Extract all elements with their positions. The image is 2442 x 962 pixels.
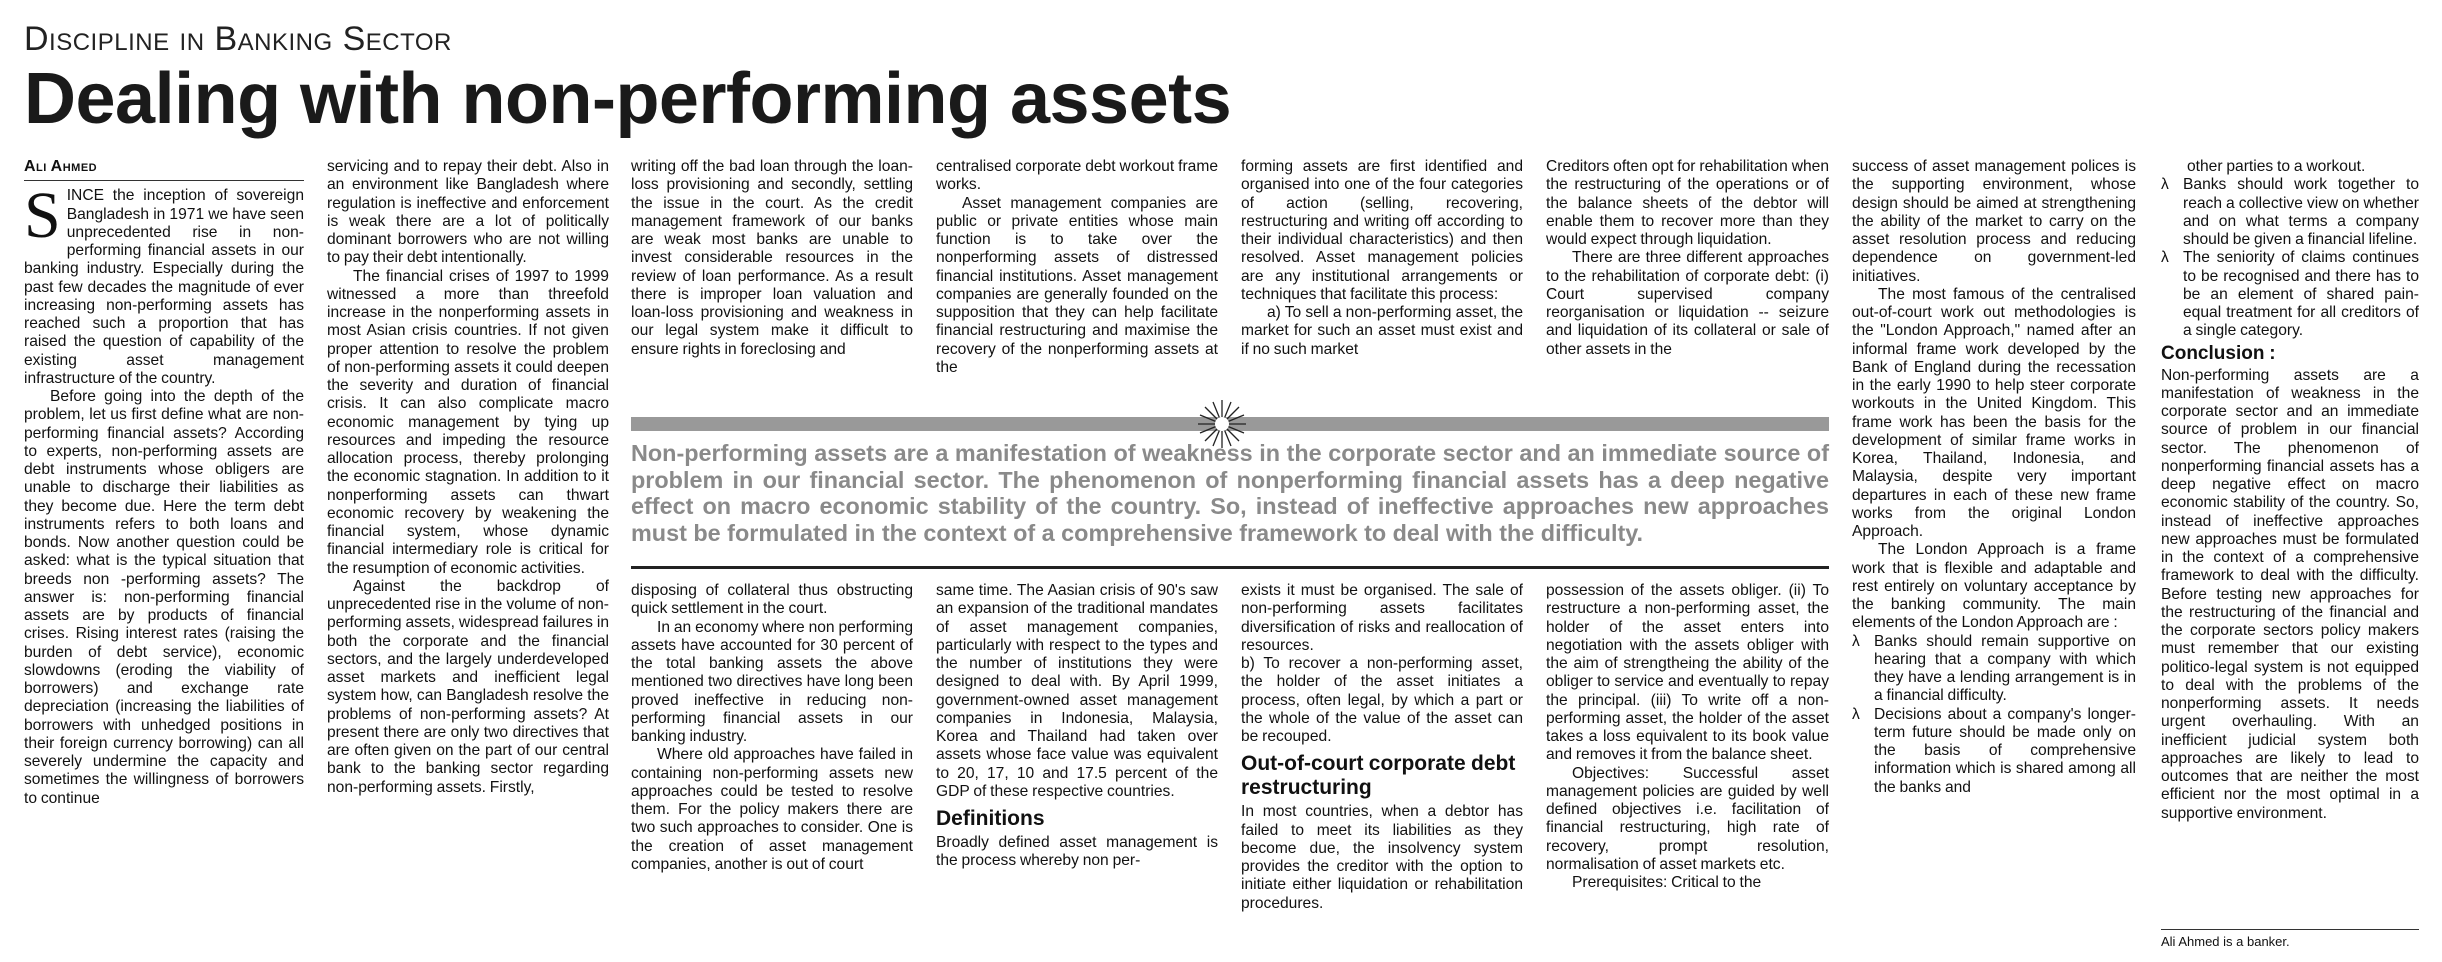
column-6-bottom [1546,582,1829,892]
column-2 [327,158,609,797]
subheading-conclusion: Conclusion : [2161,342,2276,364]
column-4-top [936,158,1218,377]
paragraph: exists it must be organised. The sale of non-performing assets facilitates diversification of risks and reallocation of resources. [1241,582,1523,654]
paragraph: Objectives: Successful asset management policies are guided by well defined objectives i.e. facilitation of financial restructuring, high rate of recovery, prompt resolution, normalisation of asset markets etc. [1546,764,1829,873]
bullet-icon: λ [2161,249,2169,267]
paragraph: Against the backdrop of unprecedented rise in the volume of non-performing assets, widespread failures in both the corporate and the financial sectors, and the largely underdeveloped asset markets and inefficient legal system how, can Bangladesh resolve the problems of non-performing assets? At present there are only two directives that are often given on the part of our central bank to the banking sector regarding non-performing assets. Firstly, [327,577,609,796]
paragraph: In most countries, when a debtor has failed to meet its liabilities as they become due, the insolvency system provides the creditor with the option to initiate either liquidation or rehabilitation procedures. [1241,803,1523,912]
list-item [1852,633,2136,706]
footnote-rule [2161,929,2419,930]
paragraph: same time. The Aasian crisis of 90's saw an expansion of the traditional mandates of asset management companies, particularly with respect to the types and the number of institutions they were designed to deal with. By April 1999, government-owned asset management companies in Indonesia, Malaysia, Korea and Thailand had taken over assets whose face value was equivalent to 20, 17, 10 and 17.5 percent of the GDP of these respective countries. [936,582,1218,800]
paragraph: Prerequisites: Critical to the [1572,874,1762,891]
subheading-out-of-court: Out-of-court corporate debt restructuring [1241,752,1516,800]
drop-cap: S [24,179,61,253]
column-3-top [631,158,913,359]
column-5-top [1241,158,1523,359]
paragraph: Where old approaches have failed in containing non-performing assets new approaches could be tested to resolve them. For the policy makers there are two such approaches to consider. One is the creation of asset management companies, another is out of court [631,746,913,873]
paragraph: Asset management companies are public or private entities whose main function is to take over the nonperforming assets of distressed financial institutions. Asset management companies are generally founded on the supposition that they can help facilitate financial restructuring and maximise the recovery of the nonperforming assets at the [936,194,1218,376]
paragraph [24,179,304,388]
pull-quote: Non-performing assets are a manifestation of weakness in the corporate sector and an immediate source of problem in our financial sector. The phenomenon of nonperforming financial assets has a deep negative effect on macro economic stability of the country. So, instead of ineffective approaches new approaches must be formulated in the context of a comprehensive framework to deal with the difficulty. [631,440,1829,546]
list-item-text: Banks should work together to reach a collective view on whether and on what terms a company should be given a financial lifeline. [2183,176,2419,248]
bullet-icon: λ [1852,705,1860,723]
paragraph: In an economy where non performing assets have accounted for 30 percent of the total banking assets the above mentioned two directives have long been proved ineffective in reducing non-performing financial assets in our banking industry. [631,618,913,745]
subheading-definitions: Definitions [936,807,1045,830]
paragraph: The London Approach is a frame work that is flexible and adaptable and rest entirely on voluntary acceptance by the banking community. The main elements of the London Approach are : [1852,541,2136,632]
list-item [2161,249,2419,340]
paragraph: Non-performing assets are a manifestation of weakness in the corporate sector and an immediate source of problem in our financial sector. The phenomenon of nonperforming financial assets has a deep negative effect on macro economic stability of the country. So, instead of ineffective approaches new approaches must be formulated in the context of a comprehensive framework to deal with the difficulty. Before testing new approaches for the restructuring of the financial and the corporate sectors policy makers must remember that our existing politico-legal system is not equipped to deal with the problems of the nonperforming assets. It needs urgent overhauling. With an inefficient judicial system both approaches are likely to lead to outcomes that are neither the most efficient nor the most optimal in a supportive environment. [2161,366,2419,822]
column-4-bottom [936,582,1218,871]
author-footnote: Ali Ahmed is a banker. [2161,934,2290,949]
paragraph: writing off the bad loan through the loan-loss provisioning and secondly, settling the issue in the court. As the credit management framework of our banks are weak most banks are unable to invest considerable resources in the review of loan performance. As a result there is improper loan valuation and loan-loss provisioning and weakness in our legal system make it difficult to ensure rights in foreclosing and [631,158,913,358]
column-6-top [1546,158,1829,359]
section-kicker: Discipline in Banking Sector [24,20,452,58]
paragraph: a) To sell a non-performing asset, the market for such an asset must exist and if no such market [1241,304,1523,358]
bullet-icon: λ [2161,176,2169,194]
paragraph: Broadly defined asset management is the process whereby non per- [936,834,1218,870]
column-5-bottom [1241,582,1523,913]
paragraph: other parties to a workout. [2187,158,2366,175]
article-headline: Dealing with non-performing assets [24,59,1232,139]
pullquote-bottom-rule [631,566,1829,569]
paragraph-text: INCE the inception of sovereign Bangladesh in 1971 we have seen unprecedented rise in non-performing financial assets in our banking industry. Especially during the past few decades the magnitude of ever increasing non-performing assets has reached such a proportion that has raised the question of capability of the existing asset management infrastructure of the country. [24,187,304,387]
paragraph: disposing of collateral thus obstructing quick settlement in the court. [631,582,913,618]
paragraph: The most famous of the centralised out-of-court work out methodologies is the "London Approach," named after an informal frame work developed by the Bank of England during the recessation in the early 1990 to help steer corporate workouts in the United Kingdom. This frame work has been the basis for the development of similar frame works in Korea, Thailand, Indonesia, and Malaysia, despite very important departures in each of these new frame works from the original London Approach. [1852,285,2136,540]
paragraph: possession of the assets obliger. (ii) To restructure a non-performing asset, the holder of the asset enters into negotiation with the assets obliger with the aim of strengtheing the ability of the obliger to service and eventually to repay the principal. (iii) To write off a non-performing asset, the holder of the asset takes a loss equivalent to its book value and removes it from the balance sheet. [1546,582,1829,764]
column-1 [24,158,304,808]
list-item-text: Banks should remain supportive on hearing that a company with which they have a lending arrangement is in a financial difficulty. [1874,632,2136,705]
paragraph: Creditors often opt for rehabilitation when the restructuring of the operations or of the balance sheets of the debtor will enable them to recover more than they would expect through liquidation. [1546,158,1829,248]
paragraph: forming assets are first identified and organised into one of the four categories of action (selling, recovering, restructuring and writing off according to their individual characteristics) and then resolved. Asset management policies are any institutional arrangements or techniques that facilitate this process: [1241,158,1523,303]
paragraph: The financial crises of 1997 to 1999 witnessed a more than threefold increase in the nonperforming assets in most Asian crisis countries. If not given proper attention to resolve the problem of non-performing assets it could deepen the severity and duration of financial crisis. It can also complicate macro economic management by tying up resources and impeding the resource allocation process, thereby prolonging the economic stagnation. In addition to it nonperforming assets can thwart economic recovery by weakening the financial system, whose dynamic financial intermediary role is critical for the resumption of economic activities. [327,267,609,577]
paragraph: success of asset management polices is the supporting environment, whose design should be aimed at strengthening the ability of the market to carry on the asset resolution process and reducing dependence on government-led initiatives. [1852,158,2136,285]
paragraph: centralised corporate debt workout frame works. [936,158,1218,194]
column-3-bottom [631,582,913,874]
paragraph: servicing and to repay their debt. Also in an environment like Bangladesh where regulation is ineffective and enforcement is weak there are a lot of politically dominant borrowers who are not willing to pay their debt intentionally. [327,158,609,267]
paragraph: There are three different approaches to the rehabilitation of corporate debt: (i) Court supervised company reorganisation or liquidation -- seizure and liquidation of its collateral or sale of other assets in the [1546,249,1829,358]
list-item [2161,176,2419,249]
paragraph: Before going into the depth of the problem, let us first define what are non-performing financial assets? According to experts, non-performing assets are debt instruments whose obligers are unable to discharge their liabilities as they become due. Here the term debt instruments refers to both loans and bonds. Now another question could be asked: what is the typical situation that breeds non -performing assets? The answer is: non-performing financial assets are by products of financial crises. Rising interest rates (raising the burden of debt service), economic slowdowns (eroding the viability of borrowers) and exchange rate depreciation (increasing the liabilities of borrowers with unhedged positions in their foreign currency borrowing) can all severely undermine the capacity and sometimes the willingness of borrowers to continue [24,388,304,807]
paragraph: b) To recover a non-performing asset, the holder of the asset initiates a process, often legal, by which a part or the whole of the value of the asset can be recouped. [1241,655,1523,745]
byline: Ali Ahmed [24,158,304,181]
list-item-text: Decisions about a company's longer-term future should be made only on the basis of comprehensive information which is shared among all the banks and [1874,705,2136,796]
column-7 [1852,158,2136,797]
column-8 [2161,158,2419,823]
list-item-text: The seniority of claims continues to be recognised and there has to be an element of shared pain-equal treatment for all creditors of a single category. [2183,249,2419,340]
list-item [1852,706,2136,797]
bullet-icon: λ [1852,632,1860,650]
